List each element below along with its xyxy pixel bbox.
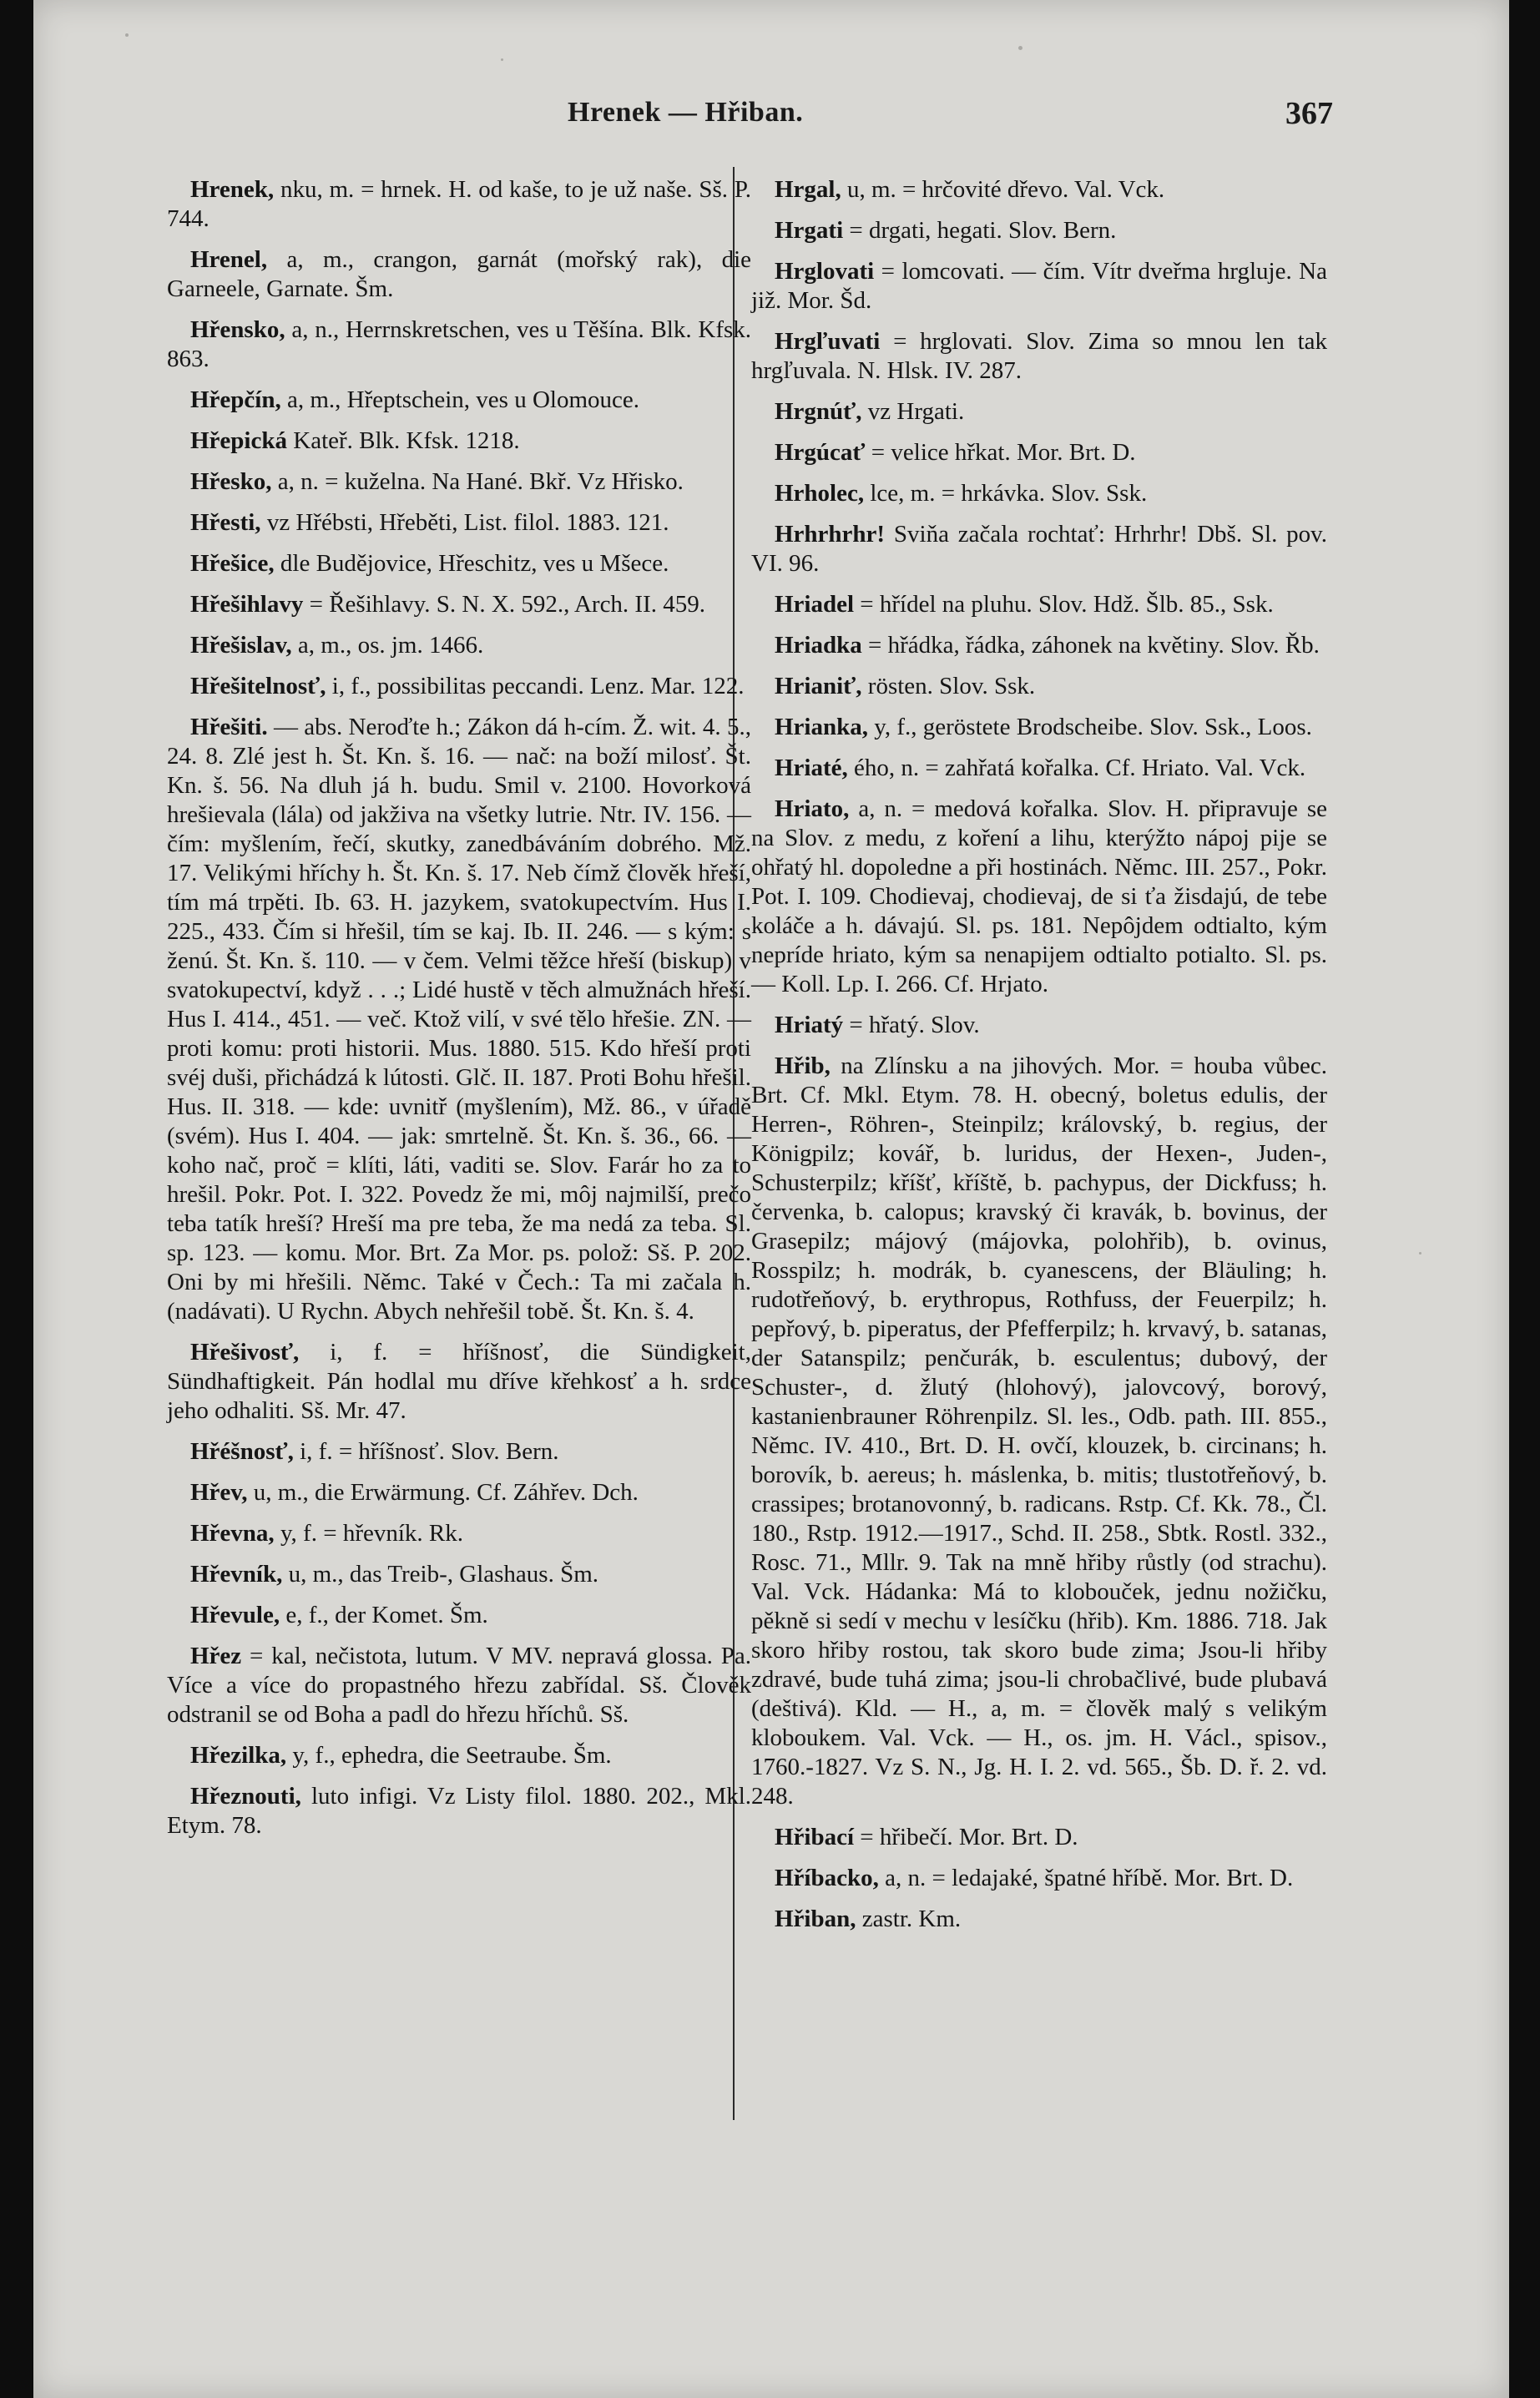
- headword: Hřepčín,: [190, 386, 281, 413]
- dictionary-entry: [751, 713, 1327, 742]
- scan-speck: [125, 33, 129, 37]
- dictionary-entry: [751, 520, 1327, 578]
- dictionary-entry: [167, 508, 751, 538]
- headword: Hřepická: [190, 427, 287, 454]
- entry-text: nku, m. = hrnek. H. od kaše, to je už naše. Sš. P. 744.: [167, 176, 751, 232]
- dictionary-entry: [167, 1782, 751, 1840]
- entry-text: = hřatý. Slov.: [849, 1012, 980, 1038]
- entry-text: a, m., Hřeptschein, ves u Olomouce.: [287, 386, 640, 413]
- headword: Hrenel,: [190, 246, 268, 273]
- dictionary-entry: [751, 257, 1327, 316]
- dictionary-entry: [167, 1478, 751, 1507]
- headword: Hřešitelnosť,: [190, 673, 326, 699]
- dictionary-entry: [167, 713, 751, 1326]
- headword: Hrglovati: [775, 258, 875, 285]
- headword: Hřeznouti,: [190, 1783, 301, 1810]
- dictionary-entry: [167, 1437, 751, 1467]
- dictionary-entry: [751, 1905, 1327, 1934]
- dictionary-entry: [167, 1560, 751, 1589]
- headword: Hřešice,: [190, 550, 275, 577]
- headword: Hřiban,: [775, 1906, 856, 1932]
- scan-speck: [1419, 1252, 1421, 1255]
- entry-text: = hřádka, řádka, záhonek na květiny. Slov. Řb.: [868, 632, 1320, 659]
- entry-text: u, m., die Erwärmung. Cf. Záhřev. Dch.: [253, 1479, 639, 1506]
- entry-text: = drgati, hegati. Slov. Bern.: [849, 217, 1117, 244]
- scan-speck: [501, 58, 503, 61]
- headword: Hriaté,: [775, 755, 848, 781]
- headword: Hřib,: [775, 1053, 831, 1079]
- dictionary-entry: [167, 672, 751, 701]
- dictionary-entry: [751, 1011, 1327, 1040]
- dictionary-entry: [167, 1741, 751, 1770]
- dictionary-entry: [167, 467, 751, 497]
- headword: Hrholec,: [775, 480, 865, 507]
- entry-text: = kal, nečistota, lutum. V MV. nepravá glossa. Pa. Více a více do propastného hřezu zabřídal. Sš. Člověk odstranil se od Boha a padl do hřezu hříchů. Sš.: [167, 1643, 752, 1728]
- dictionary-entry: [167, 316, 751, 374]
- headword: Hrgľuvati: [775, 328, 881, 355]
- headword: Hřešiti.: [190, 714, 268, 740]
- dictionary-entry: [751, 479, 1327, 508]
- dictionary-entry: [751, 590, 1327, 619]
- entry-text: e, f., der Komet. Šm.: [285, 1602, 488, 1628]
- headword: Hřevna,: [190, 1520, 275, 1547]
- right-column: [751, 175, 1327, 1946]
- entry-text: vz Hřébsti, Hřeběti, List. filol. 1883. 121.: [266, 509, 669, 536]
- headword: Hrgúcať: [775, 439, 866, 466]
- entry-text: zastr. Km.: [861, 1906, 962, 1932]
- headword: Hřéšnosť,: [190, 1438, 294, 1465]
- dictionary-entry: [751, 216, 1327, 245]
- headword: Hriato,: [775, 795, 850, 822]
- dictionary-entry: [167, 427, 751, 456]
- dictionary-entry: [751, 631, 1327, 660]
- headword: Hriadel: [775, 591, 855, 618]
- dictionary-entry: [167, 1338, 751, 1426]
- entry-text: lce, m. = hrkávka. Slov. Ssk.: [870, 480, 1148, 507]
- dictionary-entry: [751, 1823, 1327, 1852]
- dictionary-entry: [167, 1642, 751, 1729]
- dictionary-entry: [167, 631, 751, 660]
- headword: Hriatý: [775, 1012, 844, 1038]
- dictionary-page: [33, 0, 1509, 2398]
- entry-text: a, n. = medová kořalka. Slov. H. připravuje se na Slov. z medu, z koření a lihu, kterýžto nápoj pije se ohřatý hl. dopoledne a při hostinách. Němc. III. 257., Pokr. Pot. I. 109. Chodievaj, chodievaj, de si ťa žisdajú, de tebe koláče a h. dávajú. Sl. ps. 181. Nepôjdem odtialto, kým nepríde hriato, kým sa nenapijem odtialto potialto. Sl. ps. — Koll. Lp. I. 266. Cf. Hrjato.: [751, 795, 1327, 997]
- dictionary-entry: [167, 590, 751, 619]
- entry-text: y, f. = hřevník. Rk.: [280, 1520, 463, 1547]
- dictionary-entry: [751, 1052, 1327, 1811]
- entry-text: rösten. Slov. Ssk.: [867, 673, 1036, 699]
- headword: Hřevník,: [190, 1561, 283, 1588]
- entry-text: y, f., ephedra, die Seetraube. Šm.: [292, 1742, 612, 1769]
- entry-text: = hrglovati. Slov. Zima so mnou len tak hrgľuvala. N. Hlsk. IV. 287.: [751, 328, 1328, 384]
- entry-text: vz Hrgati.: [867, 398, 965, 425]
- headword: Hřesko,: [190, 468, 272, 495]
- headword: Hřev,: [190, 1479, 248, 1506]
- headword: Hřezilka,: [190, 1742, 287, 1769]
- headword: Hrianiť,: [775, 673, 862, 699]
- entry-text: a, n. = ledajaké, špatné hříbě. Mor. Brt. D.: [885, 1865, 1294, 1891]
- dictionary-entry: [751, 327, 1327, 386]
- scan-speck: [1018, 46, 1022, 50]
- entry-text: = hřídel na pluhu. Slov. Hdž. Šlb. 85., Ssk.: [860, 591, 1274, 618]
- headword: Hrianka,: [775, 714, 868, 740]
- entry-text: dle Budějovice, Hřeschitz, ves u Mšece.: [280, 550, 669, 577]
- dictionary-entry: [751, 795, 1327, 999]
- page-header: [33, 90, 1509, 140]
- headword: Hřensko,: [190, 316, 285, 343]
- entry-text: a, n. = kuželna. Na Hané. Bkř. Vz Hřisko.: [277, 468, 684, 495]
- headword: Hřešivosť,: [190, 1339, 300, 1366]
- headword: Hřez: [190, 1643, 242, 1669]
- entry-text: a, m., os. jm. 1466.: [297, 632, 484, 659]
- page-number: 367: [1285, 96, 1333, 131]
- dictionary-entry: [167, 386, 751, 415]
- entry-text: a, m., crangon, garnát (mořský rak), die Garneele, Garnate. Šm.: [167, 246, 752, 302]
- entry-text: — abs. Neroďte h.; Zákon dá h-cím. Ž. wit. 4. 5., 24. 8. Zlé jest h. Št. Kn. š. 16. — nač: na boží milosť. Št. Kn. š. 56. Na dluh já h. budu. Smil v. 2100. Hovorková hrešievala (lála) od jakživa na všetky lutrie. Ntr. IV. 156. — čím: myšlením, řečí, skutky, zanedbáváním dobrého. Mž. 17. Velikými hříchy h. Št. Kn. š. 17. Neb čímž člověk hřeší, tím má trpěti. Ib. 63. H. jazykem, svatokupectvím. Hus I. 225., 433. Čím si hřešil, tím se kaj. Ib. II. 246. — s kým: s ženú. Št. Kn. š. 110. — v čem. Velmi těžce hřeší (biskup) v svatokupectví, když . . .; Lidé hustě v těch almužnách hřeší. Hus I. 414., 451. — več. Ktož vilí, v své tělo hřešie. ZN. — proti komu: proti historii. Mus. 1880. 515. Kdo hřeší proti svéj duši, přichádzá k lútosti. Glč. II. 187. Proti Bohu hřešil. Hus. II. 318. — kde: uvnitř (myšlením), Mž. 86., v úřadě (svém). Hus I. 404. — jak: smrtelně. Št. Kn. š. 36., 66. — koho nač, proč = klíti, láti, vaditi se. Slov. Farár ho za to hrešil. Pokr. Pot. I. 322. Povedz že mi, môj najmilší, prečo teba tatík hreší? Hreší ma pre teba, že ma nedá za teba. Sl. sp. 123. — komu. Mor. Brt. Za Mor. ps. polož: Sš. P. 202. Oni by mi hřešili. Němc. Také v Čech.: Ta mi začala h. (nadávati). U Rychn. Abych nehřešil tobě. Št. Kn. š. 4.: [167, 714, 751, 1325]
- headword: Hřešihlavy: [190, 591, 304, 618]
- dictionary-entry: [751, 397, 1327, 427]
- dictionary-entry: [167, 175, 751, 234]
- entry-text: i, f. = hříšnosť, die Sündigkeit, Sündhaftigkeit. Pán hodlal mu dříve křehkosť a h. srdce jeho odhaliti. Sš. Mr. 47.: [167, 1339, 751, 1424]
- entry-text: u, m. = hrčovité dřevo. Val. Vck.: [847, 176, 1165, 203]
- entry-text: = velice hřkat. Mor. Brt. D.: [871, 439, 1136, 466]
- left-column: [167, 175, 751, 1852]
- headword: Hřibací: [775, 1824, 855, 1850]
- entry-text: a, n., Herrnskretschen, ves u Těšína. Blk. Kfsk. 863.: [167, 316, 752, 372]
- dictionary-entry: [751, 754, 1327, 783]
- entry-text: u, m., das Treib-, Glashaus. Šm.: [288, 1561, 599, 1588]
- entry-text: = Řešihlavy. S. N. X. 592., Arch. II. 459.: [309, 591, 706, 618]
- entry-text: = lomcovati. — čím. Vítr dveřma hrgluje. Na již. Mor. Šd.: [751, 258, 1328, 314]
- dictionary-entry: [167, 1601, 751, 1630]
- headword: Hrgati: [775, 217, 844, 244]
- running-head: Hrenek — Hřiban.: [568, 97, 804, 128]
- entry-text: luto infigi. Vz Listy filol. 1880. 202., Mkl. Etym. 78.: [167, 1783, 751, 1839]
- dictionary-entry: [167, 245, 751, 304]
- entry-text: na Zlínsku a na jihových. Mor. = houba vůbec. Brt. Cf. Mkl. Etym. 78. H. obecný, boletus edulis, der Herren-, Röhren-, Steinpilz; královský, b. regius, der Königpilz; kovář, b. luridus, der Hexen-, Juden-, Schusterpilz; kříšť, kříště, b. pachypus, der Dickfuss; h. červenka, b. calopus; kravský či kravák, b. bovinus, der Grasepilz; májový (májovka, polohřib), b. ovinus, Rosspilz; h. modrák, b. cyanescens, der Bläuling; h. rudotřeňový, b. erythropus, Rothfuss, der Feuerpilz; h. pepřový, b. piperatus, der Pfefferpilz; h. krvavý, b. satanas, der Satanspilz; penčurák, b. esculentus; dubový, der Schuster-, d. žlutý (hlohový), jalovcový, borový, kastanienbrauner Röhrenpilz. Sl. les., Odb. path. III. 855., Němc. IV. 410., Brt. D. H. ovčí, klouzek, b. circinans; h. borovík, b. aereus; h. máslenka, b. mitis; tlustotřeňový, b. crassipes; brotanovonný, b. radicans. Rstp. Cf. Kk. 78., Čl. 180., Rstp. 1912.—1917., Schd. II. 258., Sbtk. Rostl. 332., Rosc. 71., Mllr. 9. Tak na mně hřiby růstly (od strachu). Val. Vck. Hádanka: Má to klobouček, jednu nožičku, pěkně si sedí v mechu v lesíčku (hřib). Km. 1886. 718. Jak skoro hřiby rostou, tak skoro bude zima; Jsou-li hřiby zdravé, bude tuhá zima; jsou-li chrobačlivé, bude plubavá (deštivá). Kld. — H., a, m. = člověk malý s velikým kloboukem. Val. Vck. — H., os. jm. H. Václ., spisov., 1760.-1827. Vz S. N., Jg. H. I. 2. vd. 565., Šb. D. ř. 2. vd. 248.: [751, 1053, 1328, 1810]
- entry-text: i, f., possibilitas peccandi. Lenz. Mar. 122.: [331, 673, 745, 699]
- headword: Hriadka: [775, 632, 862, 659]
- headword: Hřesti,: [190, 509, 261, 536]
- entry-text: Sviňa začala rochtať: Hrhrhr! Dbš. Sl. pov. VI. 96.: [751, 521, 1327, 577]
- entry-text: = hřibečí. Mor. Brt. D.: [860, 1824, 1078, 1850]
- entry-text: ého, n. = zahřatá kořalka. Cf. Hriato. Val. Vck.: [854, 755, 1306, 781]
- dictionary-entry: [167, 549, 751, 578]
- headword: Hrgal,: [775, 176, 841, 203]
- headword: Hrgnúť,: [775, 398, 862, 425]
- headword: Hřevule,: [190, 1602, 280, 1628]
- entry-text: i, f. = hříšnosť. Slov. Bern.: [300, 1438, 559, 1465]
- headword: Hřešislav,: [190, 632, 292, 659]
- dictionary-entry: [751, 672, 1327, 701]
- headword: Hrenek,: [190, 176, 275, 203]
- headword: Hříbacko,: [775, 1865, 879, 1891]
- entry-text: y, f., geröstete Brodscheibe. Slov. Ssk., Loos.: [874, 714, 1312, 740]
- dictionary-entry: [167, 1519, 751, 1548]
- dictionary-entry: [751, 1864, 1327, 1893]
- dictionary-entry: [751, 438, 1327, 467]
- entry-text: Kateř. Blk. Kfsk. 1218.: [293, 427, 520, 454]
- dictionary-entry: [751, 175, 1327, 204]
- headword: Hrhrhrhr!: [775, 521, 886, 548]
